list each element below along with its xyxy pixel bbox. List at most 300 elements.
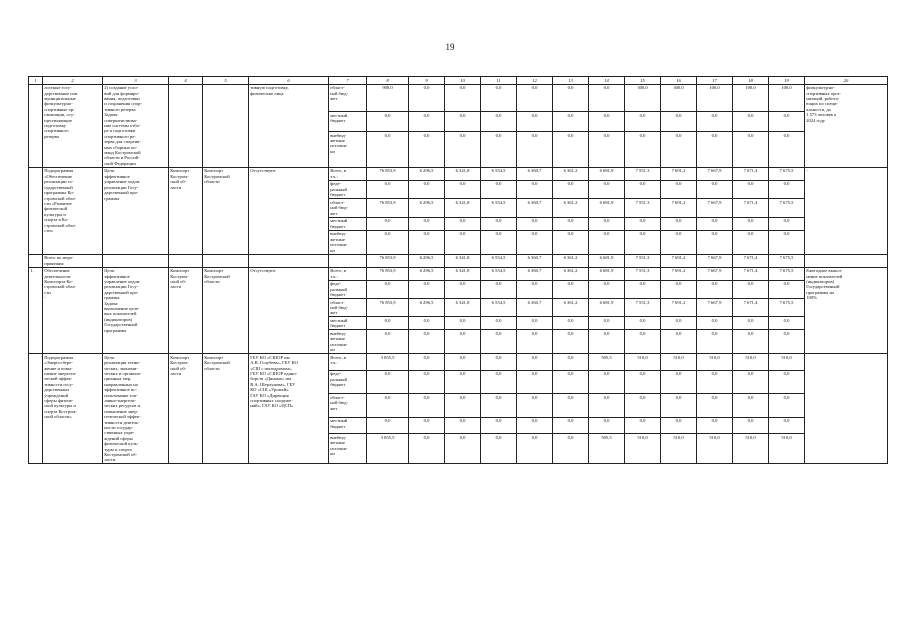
total-row <box>29 254 888 267</box>
funding-source-cell: феде- ральный бюджет <box>329 370 367 393</box>
result-cell: Ежегодное выпол- нение показателей (индикаторов) Государственной программы на 100% <box>805 267 888 354</box>
item-name-cell: Подпрограмма «Обеспечение реализации го- сударственной программы Ко- стромской обла- сти «Развитие физической культуры и спорта в Ко- стромской обла- сти» <box>43 167 103 254</box>
value-cell: 300,0 <box>625 84 661 112</box>
table-row <box>29 84 888 112</box>
value-cell: 0,0 <box>661 112 697 132</box>
funding-source-cell: местный бюджет <box>329 217 367 230</box>
funding-source-cell: внебюд- жетные источни- ки <box>329 330 367 354</box>
value-cell: 0,0 <box>445 370 481 393</box>
header-cell: 3 <box>103 77 169 85</box>
value-cell: 0,0 <box>409 330 445 354</box>
value-cell: 0,0 <box>481 180 517 198</box>
value-cell: 505,5 <box>589 354 625 371</box>
value-cell: 0,0 <box>661 280 697 298</box>
value-cell: 0,0 <box>769 394 805 417</box>
value-cell: 0,0 <box>409 417 445 434</box>
executor-cell <box>203 84 249 167</box>
value-cell: 0,0 <box>733 131 769 167</box>
value-cell: 0,0 <box>481 317 517 330</box>
blank-cell <box>249 254 329 267</box>
value-cell: 0,0 <box>517 434 553 464</box>
value-cell: 0,0 <box>409 394 445 417</box>
value-cell: 0,0 <box>625 280 661 298</box>
value-cell: 0,0 <box>733 417 769 434</box>
result-cell <box>805 354 888 464</box>
item-number-cell <box>29 167 43 254</box>
header-cell: 5 <box>203 77 249 85</box>
value-cell: 0,0 <box>769 330 805 354</box>
value-cell: 0,0 <box>769 230 805 254</box>
value-cell: 7 667,9 <box>697 298 733 316</box>
value-cell: 76 853,9 <box>367 199 409 217</box>
value-cell: 0,0 <box>517 217 553 230</box>
value-cell: 0,0 <box>625 417 661 434</box>
value-cell: 0,0 <box>367 131 409 167</box>
value-cell: 0,0 <box>553 112 589 132</box>
value-cell: 0,0 <box>589 84 625 112</box>
value-cell: 0,0 <box>367 417 409 434</box>
header-cell: 2 <box>43 77 103 85</box>
value-cell: 510,0 <box>625 434 661 464</box>
value-cell: 0,0 <box>589 180 625 198</box>
blank-cell <box>169 254 203 267</box>
value-cell: 0,0 <box>367 370 409 393</box>
value-cell: 0,0 <box>769 417 805 434</box>
item-name-cell: Подпрограмма «Энергосбере- жение и повы- шение энергети- ческой эффек- тивности госу- дарственных учреждений сферы физиче- ской культуры и спорта Костром- ской области» <box>43 354 103 464</box>
value-cell: 7 671,4 <box>733 298 769 316</box>
value-cell: 505,5 <box>589 434 625 464</box>
value-cell: 6 361,2 <box>553 267 589 280</box>
header-cell: 12 <box>517 77 553 85</box>
funding-source-cell: внебюд- жетные источни- ки <box>329 131 367 167</box>
value-cell: 7 671,4 <box>733 199 769 217</box>
value-cell: 0,0 <box>517 394 553 417</box>
blank-cell <box>103 254 169 267</box>
result-cell: физкультурно- спортивных орга- низаций, работа- ющих по специ- альности, до 1 573 человек к 2024 году <box>805 84 888 167</box>
value-cell: 7 551,3 <box>625 298 661 316</box>
responsible-cell: Комспорт Костром- ской об- ласти <box>169 167 203 254</box>
value-cell: 0,0 <box>625 112 661 132</box>
blank-cell <box>203 254 249 267</box>
value-cell: 510,0 <box>625 354 661 371</box>
value-cell: 0,0 <box>553 394 589 417</box>
responsible-cell: Комспорт Костром- ской об- ласти <box>169 354 203 464</box>
goal-cell: Цель: эффективное управление ходом реализации Госу- дарственной про- граммы <box>103 167 169 254</box>
funding-source-cell: Всего, в т.ч.: <box>329 354 367 371</box>
value-cell: 7 667,9 <box>697 199 733 217</box>
value-cell: 0,0 <box>553 434 589 464</box>
value-cell: 7 667,9 <box>697 167 733 180</box>
value-cell: 0,0 <box>697 394 733 417</box>
value-cell: 6 681,9 <box>589 167 625 180</box>
total-value-cell: 6 554,5 <box>481 254 517 267</box>
value-cell: 76 853,9 <box>367 167 409 180</box>
item-number-cell <box>29 84 43 167</box>
header-cell: 20 <box>805 77 888 85</box>
value-cell: 0,0 <box>445 434 481 464</box>
value-cell: 6 296,5 <box>409 167 445 180</box>
value-cell: 0,0 <box>733 370 769 393</box>
value-cell: 0,0 <box>409 354 445 371</box>
value-cell: 0,0 <box>481 280 517 298</box>
value-cell: 6 361,2 <box>553 199 589 217</box>
value-cell: 7 675,5 <box>769 199 805 217</box>
value-cell: 0,0 <box>733 230 769 254</box>
value-cell: 0,0 <box>589 330 625 354</box>
value-cell: 0,0 <box>625 131 661 167</box>
value-cell: 0,0 <box>409 180 445 198</box>
value-cell: 0,0 <box>733 112 769 132</box>
header-cell: 11 <box>481 77 517 85</box>
value-cell: 0,0 <box>481 112 517 132</box>
funding-source-cell: феде- ральный бюджет <box>329 180 367 198</box>
value-cell: 0,0 <box>769 370 805 393</box>
value-cell: 0,0 <box>661 217 697 230</box>
value-cell: 6 296,5 <box>409 199 445 217</box>
value-cell: 100,0 <box>769 84 805 112</box>
value-cell: 0,0 <box>697 370 733 393</box>
header-cell: 14 <box>589 77 625 85</box>
item-name-cell: Обеспечение деятельности Комспорта Ко- стромской обла- сти - <box>43 267 103 354</box>
value-cell: 0,0 <box>697 230 733 254</box>
value-cell: 0,0 <box>553 354 589 371</box>
value-cell: 3 055,5 <box>367 354 409 371</box>
value-cell: 7 691,2 <box>661 267 697 280</box>
value-cell: 6 361,2 <box>553 298 589 316</box>
value-cell: 0,0 <box>445 394 481 417</box>
value-cell: 6 360,7 <box>517 267 553 280</box>
funding-source-cell: област- ной бюд- жет <box>329 298 367 316</box>
funding-source-cell: внебюд- жетные источни- ки <box>329 230 367 254</box>
value-cell: 6 341,8 <box>445 267 481 280</box>
value-cell: 0,0 <box>517 180 553 198</box>
value-cell: 0,0 <box>553 84 589 112</box>
value-cell: 0,0 <box>517 84 553 112</box>
header-cell: 16 <box>661 77 697 85</box>
value-cell: 0,0 <box>769 217 805 230</box>
header-cell: 13 <box>553 77 589 85</box>
value-cell: 0,0 <box>589 370 625 393</box>
total-value-cell: 7 675,5 <box>769 254 805 267</box>
total-value-cell: 7 667,9 <box>697 254 733 267</box>
value-cell: 0,0 <box>481 131 517 167</box>
value-cell: 0,0 <box>733 394 769 417</box>
value-cell: 0,0 <box>445 354 481 371</box>
value-cell: 0,0 <box>409 84 445 112</box>
value-cell: 0,0 <box>769 180 805 198</box>
result-cell: - <box>805 167 888 254</box>
blank-cell <box>29 254 43 267</box>
value-cell: 7 691,2 <box>661 167 697 180</box>
value-cell: 0,0 <box>769 317 805 330</box>
goal-cell: Цель: реализация техни- ческих, экономи- ческих и организа- ционных мер, направленных на эффективное ис- пользование топ- ливно-энергети- ческих ресурсов и повышение энер- гетической эффек- тивности деятель- ности государ- ственных учре- ждений сферы физической куль- туры и спорта Костромской об- ласти. <box>103 354 169 464</box>
value-cell: 7 675,5 <box>769 167 805 180</box>
participants-cell: тивную подготовку, физические лица <box>249 84 329 167</box>
value-cell: 0,0 <box>481 84 517 112</box>
value-cell: 0,0 <box>445 330 481 354</box>
funding-source-cell: местный бюджет <box>329 417 367 434</box>
header-cell: 4 <box>169 77 203 85</box>
header-cell: 7 <box>329 77 367 85</box>
value-cell: 0,0 <box>409 317 445 330</box>
table-row <box>29 167 888 180</box>
value-cell: 0,0 <box>589 217 625 230</box>
value-cell: 510,0 <box>661 434 697 464</box>
value-cell: 0,0 <box>409 217 445 230</box>
value-cell: 0,0 <box>661 180 697 198</box>
value-cell: 0,0 <box>481 370 517 393</box>
header-cell: 10 <box>445 77 481 85</box>
goal-cell: 2) создание усло- вий для формиро- вания, подготовки и сохранения спор- тивного резерва Задача: совершенствова- ние системы отбо- ра и подготовки спортивного ре- зерва для спортив- ных сборных ко- манд Костромской области и Россий- ской Федерации <box>103 84 169 167</box>
value-cell: 0,0 <box>445 417 481 434</box>
funding-source-cell: местный бюджет <box>329 112 367 132</box>
value-cell: 6 360,7 <box>517 298 553 316</box>
responsible-cell <box>169 84 203 167</box>
value-cell: 0,0 <box>517 112 553 132</box>
total-value-cell: 6 296,5 <box>409 254 445 267</box>
value-cell: 0,0 <box>367 317 409 330</box>
item-number-cell <box>29 354 43 464</box>
value-cell: 0,0 <box>589 417 625 434</box>
value-cell: 0,0 <box>553 370 589 393</box>
executor-cell: Комспорт Костромской области <box>203 354 249 464</box>
value-cell: 0,0 <box>481 434 517 464</box>
value-cell: 6 341,8 <box>445 199 481 217</box>
value-cell: 0,0 <box>661 417 697 434</box>
value-cell: 0,0 <box>553 330 589 354</box>
value-cell: 0,0 <box>697 112 733 132</box>
header-row <box>29 77 888 85</box>
total-value-cell: 7 691,2 <box>661 254 697 267</box>
item-name-cell: лостные госу- дарственные или муниципальные физкультурно- спортивные ор- ганизации, осу- ществляющие подготовку спортивного резерва <box>43 84 103 167</box>
total-value-cell: 6 681,9 <box>589 254 625 267</box>
value-cell: 0,0 <box>553 131 589 167</box>
value-cell: 510,0 <box>769 354 805 371</box>
value-cell: 0,0 <box>769 112 805 132</box>
value-cell: 0,0 <box>517 280 553 298</box>
value-cell: 6 360,7 <box>517 199 553 217</box>
program-table <box>28 76 888 464</box>
value-cell: 0,0 <box>517 330 553 354</box>
header-cell: 6 <box>249 77 329 85</box>
value-cell: 0,0 <box>553 417 589 434</box>
value-cell: 0,0 <box>625 217 661 230</box>
value-cell: 0,0 <box>553 217 589 230</box>
value-cell: 6 681,9 <box>589 298 625 316</box>
value-cell: 0,0 <box>367 112 409 132</box>
header-cell: 18 <box>733 77 769 85</box>
value-cell: 0,0 <box>409 434 445 464</box>
funding-source-cell: област- ной бюд- жет <box>329 199 367 217</box>
value-cell: 6 360,7 <box>517 167 553 180</box>
header-cell: 8 <box>367 77 409 85</box>
header-cell: 15 <box>625 77 661 85</box>
header-cell: 17 <box>697 77 733 85</box>
total-value-cell: 6 361,2 <box>553 254 589 267</box>
value-cell: 7 675,5 <box>769 267 805 280</box>
value-cell: 6 341,8 <box>445 298 481 316</box>
value-cell: 0,0 <box>445 317 481 330</box>
goal-cell: Цель: эффективное управление ходом реализации Госу- дарственной про- граммы. Задача: выполнение целе- вых показателей (индикаторов) Государственной программы <box>103 267 169 354</box>
header-cell: 1 <box>29 77 43 85</box>
value-cell: 0,0 <box>697 317 733 330</box>
value-cell: 0,0 <box>481 394 517 417</box>
value-cell: 0,0 <box>697 417 733 434</box>
value-cell: 0,0 <box>769 131 805 167</box>
value-cell: 0,0 <box>367 180 409 198</box>
blank-cell <box>805 254 888 267</box>
value-cell: 0,0 <box>367 230 409 254</box>
total-value-cell: 6 341,8 <box>445 254 481 267</box>
value-cell: 7 551,3 <box>625 267 661 280</box>
table-row <box>29 267 888 280</box>
funding-source-cell: Всего, в т.ч.: <box>329 267 367 280</box>
value-cell: 0,0 <box>367 394 409 417</box>
value-cell: 0,0 <box>589 230 625 254</box>
value-cell: 0,0 <box>625 394 661 417</box>
value-cell: 900,0 <box>367 84 409 112</box>
value-cell: 0,0 <box>697 330 733 354</box>
value-cell: 0,0 <box>625 230 661 254</box>
value-cell: 6 296,5 <box>409 298 445 316</box>
value-cell: 6 681,9 <box>589 267 625 280</box>
value-cell: 0,0 <box>481 330 517 354</box>
blank-cell <box>329 254 367 267</box>
value-cell: 0,0 <box>409 370 445 393</box>
value-cell: 7 671,4 <box>733 167 769 180</box>
value-cell: 7 691,2 <box>661 199 697 217</box>
value-cell: 510,0 <box>733 354 769 371</box>
value-cell: 0,0 <box>733 330 769 354</box>
value-cell: 7 551,3 <box>625 199 661 217</box>
value-cell: 0,0 <box>661 230 697 254</box>
value-cell: 6 296,5 <box>409 267 445 280</box>
value-cell: 0,0 <box>367 330 409 354</box>
value-cell: 0,0 <box>769 280 805 298</box>
funding-source-cell: област- ной бюд- жет <box>329 394 367 417</box>
participants-cell: Отсутствуют <box>249 167 329 254</box>
value-cell: 0,0 <box>589 317 625 330</box>
value-cell: 510,0 <box>769 434 805 464</box>
value-cell: 6 554,5 <box>481 167 517 180</box>
value-cell: 6 361,2 <box>553 167 589 180</box>
value-cell: 0,0 <box>481 217 517 230</box>
funding-source-cell: феде- ральный бюджет <box>329 280 367 298</box>
value-cell: 7 551,3 <box>625 167 661 180</box>
executor-cell: Комспорт Костромской области <box>203 167 249 254</box>
value-cell: 0,0 <box>445 280 481 298</box>
funding-source-cell: Всего, в т.ч.: <box>329 167 367 180</box>
value-cell: 0,0 <box>589 131 625 167</box>
value-cell: 0,0 <box>445 84 481 112</box>
participants-cell: ГБУ КО «СШОР им. А.В. Голубева», ГБУ КО «СШ с ипподромом», ГБУ КО «СШОР едино- борств «Динамо» им. В.А. Шерлунова», ГБУ КО «СШ «Урожай», ГАУ КО «Дирекция спортивных сооруже- ний», ГАУ КО «ЦСП» <box>249 354 329 464</box>
total-value-cell: 6 360,7 <box>517 254 553 267</box>
value-cell: 510,0 <box>697 354 733 371</box>
value-cell: 6 681,9 <box>589 199 625 217</box>
value-cell: 0,0 <box>553 317 589 330</box>
value-cell: 0,0 <box>445 180 481 198</box>
value-cell: 100,0 <box>697 84 733 112</box>
value-cell: 7 691,2 <box>661 298 697 316</box>
value-cell: 7 675,5 <box>769 298 805 316</box>
value-cell: 0,0 <box>553 280 589 298</box>
page-number: 19 <box>445 42 455 52</box>
value-cell: 510,0 <box>661 354 697 371</box>
value-cell: 76 853,9 <box>367 267 409 280</box>
funding-source-cell: област- ной бюд- жет <box>329 84 367 112</box>
total-value-cell: 7 551,3 <box>625 254 661 267</box>
value-cell: 300,0 <box>661 84 697 112</box>
value-cell: 0,0 <box>625 180 661 198</box>
value-cell: 76 853,9 <box>367 298 409 316</box>
value-cell: 6 554,5 <box>481 267 517 280</box>
value-cell: 0,0 <box>661 394 697 417</box>
value-cell: 0,0 <box>445 230 481 254</box>
value-cell: 0,0 <box>661 330 697 354</box>
value-cell: 0,0 <box>517 230 553 254</box>
participants-cell: Отсутствуют <box>249 267 329 354</box>
value-cell: 0,0 <box>481 230 517 254</box>
value-cell: 3 055,5 <box>367 434 409 464</box>
value-cell: 0,0 <box>481 417 517 434</box>
value-cell: 510,0 <box>697 434 733 464</box>
value-cell: 0,0 <box>409 230 445 254</box>
value-cell: 0,0 <box>661 317 697 330</box>
value-cell: 0,0 <box>625 330 661 354</box>
value-cell: 0,0 <box>697 280 733 298</box>
value-cell: 6 341,8 <box>445 167 481 180</box>
value-cell: 0,0 <box>733 217 769 230</box>
value-cell: 0,0 <box>697 180 733 198</box>
value-cell: 0,0 <box>517 354 553 371</box>
value-cell: 0,0 <box>409 131 445 167</box>
total-value-cell: 76 853,9 <box>367 254 409 267</box>
value-cell: 0,0 <box>733 280 769 298</box>
value-cell: 6 554,5 <box>481 298 517 316</box>
value-cell: 0,0 <box>517 417 553 434</box>
value-cell: 0,0 <box>589 112 625 132</box>
value-cell: 0,0 <box>625 317 661 330</box>
value-cell: 0,0 <box>697 217 733 230</box>
value-cell: 0,0 <box>661 370 697 393</box>
header-cell: 19 <box>769 77 805 85</box>
value-cell: 510,0 <box>733 434 769 464</box>
value-cell: 0,0 <box>481 354 517 371</box>
value-cell: 6 554,5 <box>481 199 517 217</box>
value-cell: 0,0 <box>409 280 445 298</box>
item-number-cell: 1. <box>29 267 43 354</box>
value-cell: 0,0 <box>589 394 625 417</box>
value-cell: 7 671,4 <box>733 267 769 280</box>
responsible-cell: Комспорт Костром- ской об- ласти <box>169 267 203 354</box>
value-cell: 0,0 <box>517 131 553 167</box>
value-cell: 0,0 <box>445 217 481 230</box>
value-cell: 0,0 <box>409 112 445 132</box>
value-cell: 100,0 <box>733 84 769 112</box>
header-cell: 9 <box>409 77 445 85</box>
value-cell: 0,0 <box>733 317 769 330</box>
executor-cell: Комспорт Костромской области <box>203 267 249 354</box>
value-cell: 0,0 <box>733 180 769 198</box>
value-cell: 7 667,9 <box>697 267 733 280</box>
table-row <box>29 354 888 371</box>
total-value-cell: 7 671,4 <box>733 254 769 267</box>
value-cell: 0,0 <box>553 180 589 198</box>
value-cell: 0,0 <box>445 131 481 167</box>
value-cell: 0,0 <box>553 230 589 254</box>
value-cell: 0,0 <box>517 317 553 330</box>
value-cell: 0,0 <box>367 217 409 230</box>
